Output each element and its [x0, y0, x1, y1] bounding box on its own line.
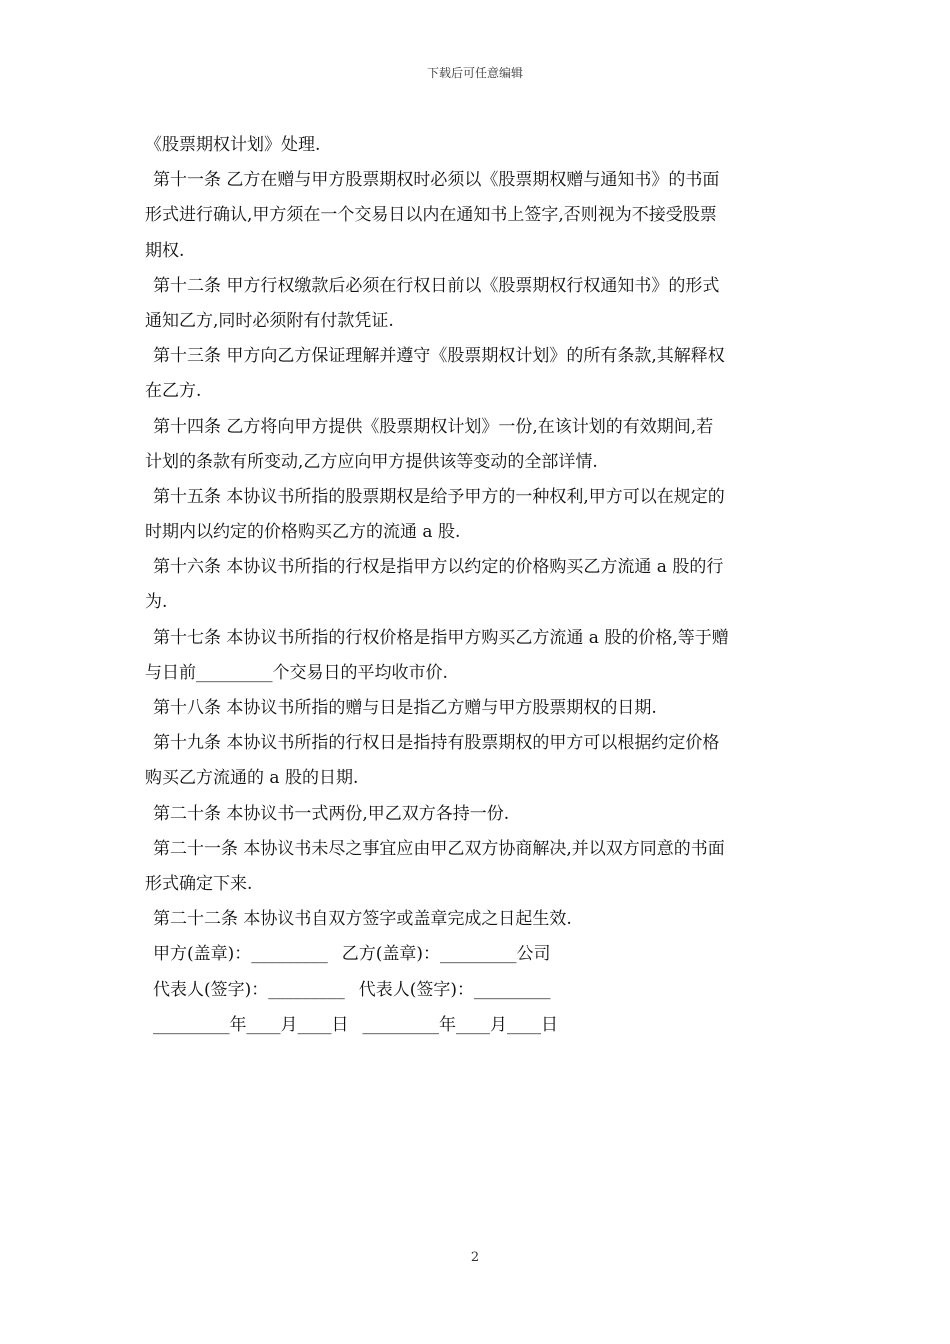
page-header: 下载后可任意编辑	[426, 66, 523, 80]
text-line: 形式确定下来.	[145, 873, 253, 894]
text-line: 通知乙方,同时必须附有付款凭证.	[145, 310, 394, 331]
party-a-seal-field[interactable]: 甲方(盖章)：_________	[153, 944, 328, 965]
text-line: 形式进行确认,甲方须在一个交易日以内在通知书上签字,否则视为不接受股票	[145, 205, 717, 226]
party-b-representative-field[interactable]: 代表人(签字)：_________	[358, 979, 551, 1000]
text-line: 与日前_________个交易日的平均收市价.	[145, 662, 448, 683]
representative-row	[145, 973, 815, 1008]
text-line: 第十八条 本协议书所指的赠与日是指乙方赠与甲方股票期权的日期.	[153, 698, 657, 718]
date-row	[145, 1008, 815, 1043]
text-line: 第十七条 本协议书所指的行权价格是指甲方购买乙方流通 a 股的价格,等于赠	[153, 627, 729, 648]
text-line: 第十九条 本协议书所指的行权日是指持有股票期权的甲方可以根据约定价格	[153, 733, 720, 754]
page-number: 2	[470, 1250, 480, 1265]
text-line: 第十四条 乙方将向甲方提供《股票期权计划》一份,在该计划的有效期间,若	[153, 416, 714, 437]
text-line: 第二十一条 本协议书未尽之事宜应由甲乙双方协商解决,并以双方同意的书面	[153, 838, 725, 859]
article-lines	[145, 128, 815, 937]
party-a-date-field[interactable]: _________年____月____日	[153, 1014, 349, 1035]
party-b-seal-field[interactable]: 乙方(盖章)：_________公司	[341, 944, 551, 965]
text-line: 为.	[145, 592, 168, 613]
text-line: 第十一条 乙方在赠与甲方股票期权时必须以《股票期权赠与通知书》的书面	[153, 170, 720, 191]
text-line: 第十三条 甲方向乙方保证理解并遵守《股票期权计划》的所有条款,其解释权	[153, 346, 725, 367]
party-a-representative-field[interactable]: 代表人(签字)：_________	[153, 979, 345, 1000]
text-line: 《股票期权计划》处理.	[145, 135, 321, 155]
document-body	[145, 128, 815, 1043]
seal-row	[145, 937, 815, 972]
text-line: 第二十条 本协议书一式两份,甲乙双方各持一份.	[153, 803, 510, 824]
text-line: 第二十二条 本协议书自双方签字或盖章完成之日起生效.	[153, 909, 572, 930]
text-line: 第十六条 本协议书所指的行权是指甲方以约定的价格购买乙方流通 a 股的行	[153, 557, 724, 578]
text-line: 第十二条 甲方行权缴款后必须在行权日前以《股票期权行权通知书》的形式	[153, 275, 720, 296]
text-line: 第十五条 本协议书所指的股票期权是给予甲方的一种权利,甲方可以在规定的	[153, 486, 725, 507]
party-b-date-field[interactable]: _________年____月____日	[362, 1014, 558, 1035]
text-line: 购买乙方流通的 a 股的日期.	[145, 768, 359, 789]
text-line: 时期内以约定的价格购买乙方的流通 a 股.	[145, 522, 461, 543]
text-line: 在乙方.	[145, 381, 202, 402]
text-line: 期权.	[145, 240, 185, 261]
text-line: 计划的条款有所变动,乙方应向甲方提供该等变动的全部详情.	[145, 451, 598, 472]
